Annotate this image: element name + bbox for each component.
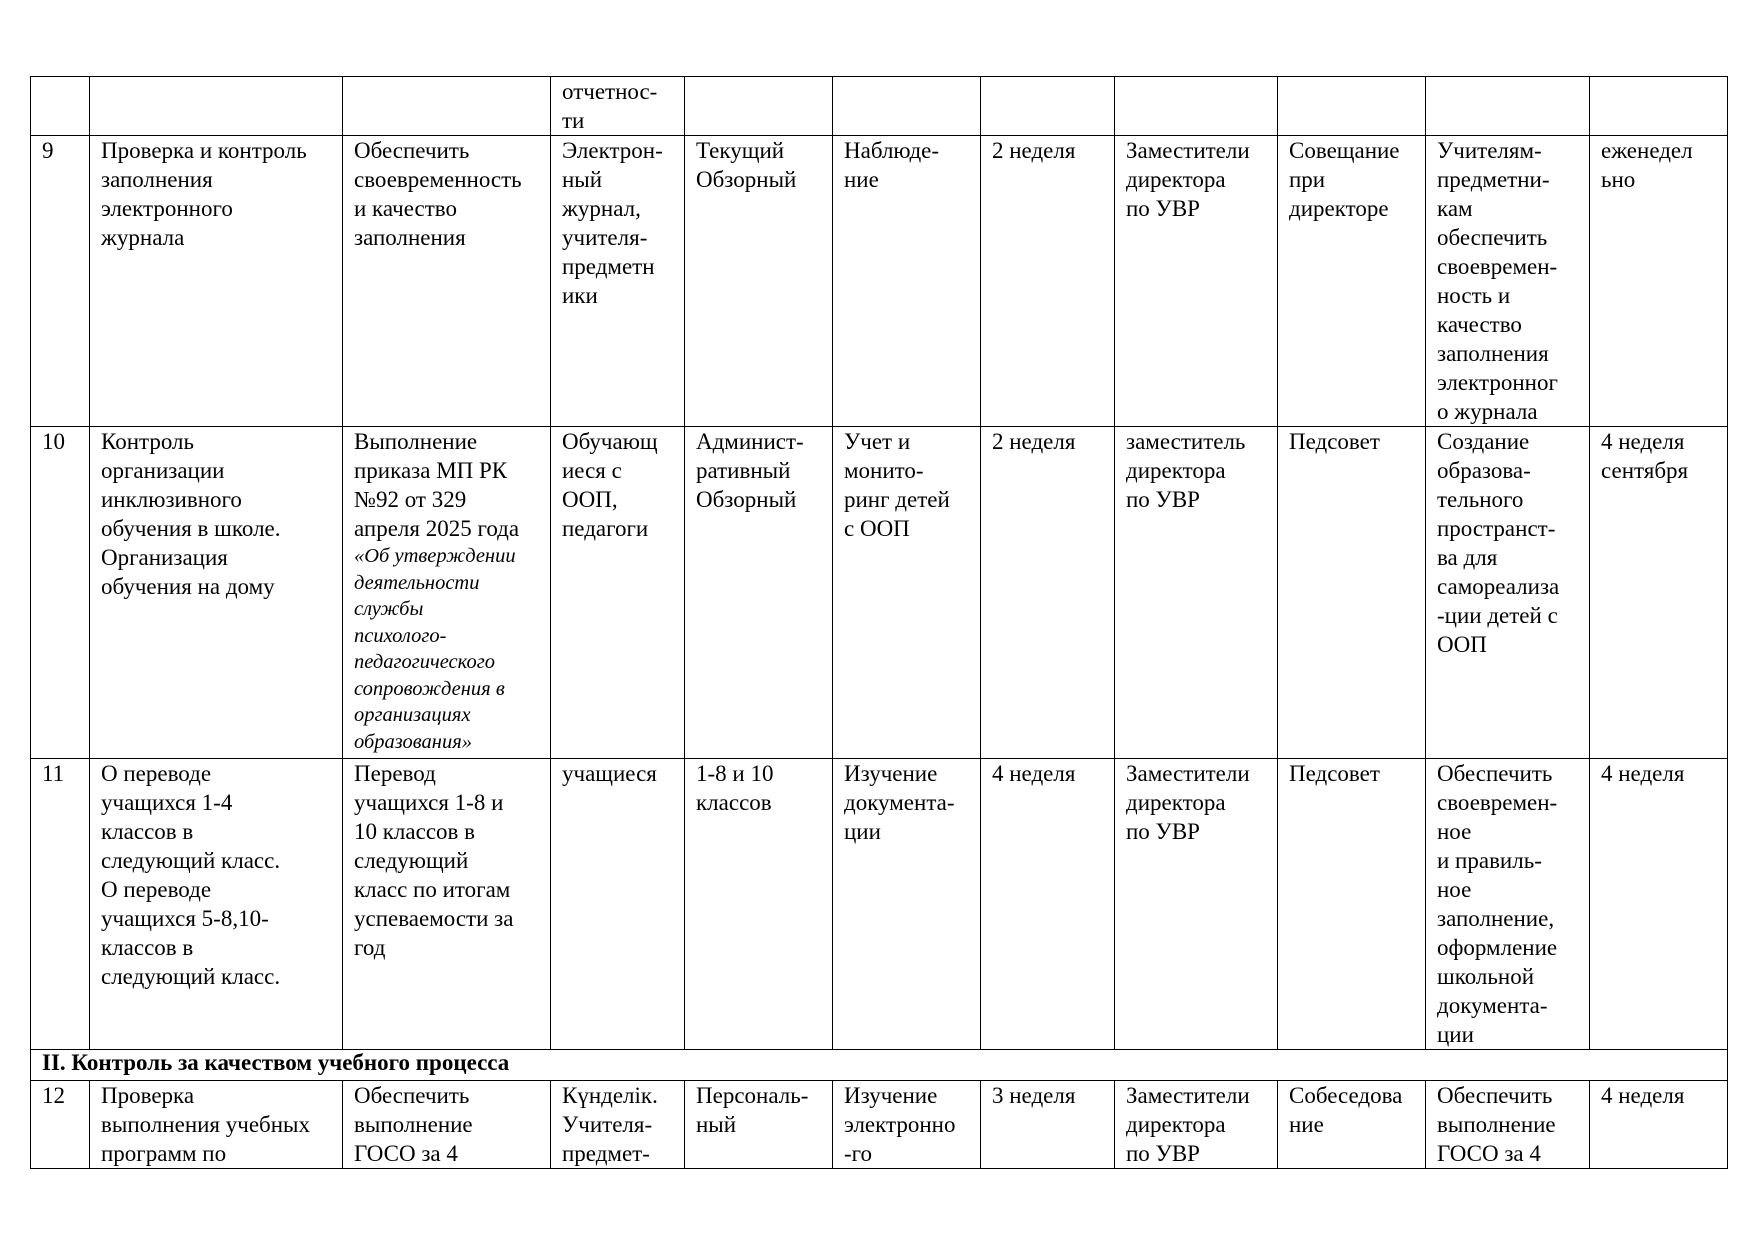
cell-deadline [1590,427,1728,759]
cell-period [981,427,1115,759]
cell-line: успеваемости за [354,906,514,931]
cell-line: монито- [844,458,924,483]
table-row [31,1081,1728,1169]
cell-line: 10 [42,429,65,454]
cell-line: школьной [1437,964,1534,989]
cell-deadline [1590,136,1728,427]
cell-line: ринг детей [844,487,950,512]
cell-decision [1426,77,1590,136]
control-plan-table [30,76,1728,1169]
cell-number [31,136,90,427]
cell-line: ООП, [562,487,618,512]
cell-deadline [1590,1081,1728,1169]
cell-line: ность и [1437,283,1511,308]
cell-line: учащихся 1-4 [101,790,233,815]
cell-line: 3 неделя [992,1083,1076,1108]
cell-responsible [1115,1081,1278,1169]
cell-line: выполнения учебных [101,1112,310,1137]
cell-line: ние [844,167,879,192]
cell-line: обеспечить [1437,225,1548,250]
cell-line: директора [1126,1112,1226,1137]
cell-line: Учет и [844,429,911,454]
cell-line: кам [1437,196,1473,221]
cell-responsible [1115,759,1278,1050]
cell-line: 12 [42,1083,65,1108]
cell-goal [343,77,551,136]
cell-type [685,427,833,759]
cell-line: ративный [696,458,791,483]
order-title-line: «Об утверждении [354,545,516,567]
cell-line: апреля 2025 года [354,516,520,541]
cell-line: 2 неделя [992,138,1076,163]
cell-line: следующий класс. [101,848,281,873]
cell-line: инклюзивного [101,487,242,512]
cell-line: Обеспечить [1437,1083,1553,1108]
cell-line: Обзорный [696,487,797,512]
cell-line: Совещание [1289,138,1400,163]
cell-line: директора [1126,167,1226,192]
cell-line: 4 неделя [992,761,1076,786]
cell-number [31,759,90,1050]
order-title-line: психолого- [354,624,447,647]
cell-line: Учителя- [562,1112,653,1137]
cell-line: учащихся 5-8,10- [101,906,269,931]
cell-review-place [1278,1081,1426,1169]
cell-line: Изучение [844,1083,938,1108]
cell-line: оформление [1437,935,1558,960]
cell-method [833,1081,981,1169]
cell-line: Заместители [1126,1083,1250,1108]
cell-line: Обзорный [696,167,797,192]
cell-line: О переводе [101,761,212,786]
cell-method [833,427,981,759]
cell-line: Админист- [696,429,804,454]
cell-line: 1-8 и 10 [696,761,774,786]
table-row [31,77,1728,136]
cell-line: Күнделік. [562,1083,658,1108]
cell-line: ГОСО за 4 [354,1141,458,1166]
cell-line: по УВР [1126,1141,1200,1166]
cell-line: ный [696,1112,737,1137]
cell-line: заполнения [1437,341,1549,366]
cell-deadline [1590,77,1728,136]
cell-line: предметни- [1437,167,1550,192]
cell-line: с ООП [844,516,910,541]
cell-responsible [1115,77,1278,136]
cell-line: ти [562,108,585,133]
cell-line: ики [562,283,598,308]
cell-line: своевременность [354,167,522,192]
cell-goal [343,427,551,759]
cell-line: Собеседова [1289,1083,1403,1108]
cell-line: по УВР [1126,196,1200,221]
cell-object [551,1081,685,1169]
cell-method [833,77,981,136]
cell-line: 4 неделя [1601,761,1685,786]
cell-line: ьно [1601,167,1636,192]
cell-review-place [1278,136,1426,427]
cell-line: 11 [42,761,65,786]
cell-line: 4 неделя [1601,1083,1685,1108]
cell-period [981,1081,1115,1169]
cell-line: организации [101,458,225,483]
cell-line: электронно [844,1112,956,1137]
cell-control-subject [90,759,343,1050]
cell-line: директора [1126,790,1226,815]
cell-line: ва для [1437,545,1498,570]
cell-line: ГОСО за 4 [1437,1141,1541,1166]
cell-line: учителя- [562,225,648,250]
cell-control-subject [90,77,343,136]
cell-line: Организация [101,545,228,570]
cell-line: классов в [101,819,194,844]
cell-number [31,427,90,759]
table-row [31,136,1728,427]
cell-line: 10 классов в [354,819,475,844]
cell-line: Заместители [1126,761,1250,786]
cell-line: при [1289,167,1326,192]
cell-line: Обеспечить [354,1083,470,1108]
cell-line: ции [844,819,881,844]
cell-line: и правиль- [1437,848,1542,873]
cell-line: своевремен- [1437,790,1558,815]
cell-line: еженедел [1601,138,1693,163]
cell-line: заполнения [354,225,466,250]
cell-line: ное [1437,877,1472,902]
cell-decision [1426,759,1590,1050]
cell-line: документа- [1437,993,1548,1018]
cell-line: Контроль [101,429,194,454]
cell-period [981,136,1115,427]
cell-goal [343,1081,551,1169]
cell-period [981,759,1115,1050]
cell-line: электронного [101,196,233,221]
cell-line: следующий [354,848,469,873]
cell-line: сентября [1601,458,1689,483]
cell-object [551,136,685,427]
cell-line: -го [844,1141,873,1166]
cell-line: Педсовет [1289,429,1380,454]
cell-type [685,759,833,1050]
cell-line: иеся с [562,458,622,483]
cell-line: документа- [844,790,955,815]
cell-period [981,77,1115,136]
cell-line: образова- [1437,458,1531,483]
cell-line: классов [696,790,772,815]
cell-line: по УВР [1126,819,1200,844]
cell-line: своевремен- [1437,254,1558,279]
cell-line: класс по итогам [354,877,511,902]
cell-line: учащихся 1-8 и [354,790,504,815]
cell-method [833,136,981,427]
cell-control-subject [90,1081,343,1169]
cell-review-place [1278,427,1426,759]
cell-line: Выполнение [354,429,478,454]
cell-number [31,77,90,136]
cell-line: о журнала [1437,399,1538,424]
section-heading: II. Контроль за качеством учебного процесса [31,1050,1728,1081]
cell-decision [1426,427,1590,759]
cell-line: выполнение [354,1112,473,1137]
cell-responsible [1115,136,1278,427]
cell-line: электронног [1437,370,1558,395]
cell-line: Педсовет [1289,761,1380,786]
cell-goal [343,759,551,1050]
cell-line: Перевод [354,761,436,786]
cell-line: О переводе [101,877,212,902]
cell-review-place [1278,77,1426,136]
cell-line: заместитель [1126,429,1246,454]
cell-line: и качество [354,196,457,221]
cell-method [833,759,981,1050]
cell-line: Проверка [101,1083,195,1108]
cell-object [551,77,685,136]
cell-line: учащиеся [562,761,657,786]
cell-line: Наблюде- [844,138,940,163]
cell-line: Обеспечить [354,138,470,163]
cell-line: ние [1289,1112,1324,1137]
cell-type [685,136,833,427]
cell-line: -ции детей с [1437,603,1558,628]
cell-line: выполнение [1437,1112,1556,1137]
cell-line: Проверка и контроль [101,138,307,163]
cell-type [685,77,833,136]
cell-line: самореализа [1437,574,1560,599]
cell-line: Текущий [696,138,785,163]
order-title-line: службы [354,598,424,620]
cell-line: педагоги [562,516,649,541]
cell-line: Обеспечить [1437,761,1553,786]
cell-line: №92 от 329 [354,487,467,512]
cell-line: по УВР [1126,487,1200,512]
cell-line: Электрон- [562,138,663,163]
cell-object [551,427,685,759]
cell-line: 2 неделя [992,429,1076,454]
table-row [31,759,1728,1050]
cell-line: Изучение [844,761,938,786]
section-row [31,1050,1728,1081]
cell-line: 9 [42,138,54,163]
cell-line: ное [1437,819,1472,844]
cell-goal [343,136,551,427]
table-row [31,427,1728,759]
order-title-line: деятельности [354,571,480,594]
cell-number [31,1081,90,1169]
cell-line: директора [1126,458,1226,483]
cell-line: обучения в школе. [101,516,281,541]
cell-line: заполнения [101,167,213,192]
cell-control-subject [90,427,343,759]
cell-line: предметн [562,254,655,279]
cell-line: классов в [101,935,194,960]
cell-line: Обучающ [562,429,658,454]
cell-line: Заместители [1126,138,1250,163]
order-title-line: образования» [354,730,472,753]
cell-line: журнала [101,225,185,250]
cell-line: ный [562,167,603,192]
cell-deadline [1590,759,1728,1050]
cell-line: программ по [101,1141,227,1166]
cell-line: журнал, [562,196,641,221]
cell-line: директоре [1289,196,1389,221]
cell-line: отчетнос- [562,79,658,104]
order-title-line: сопровождения в [354,677,505,700]
cell-line: следующий класс. [101,964,281,989]
cell-line: Учителям- [1437,138,1542,163]
cell-responsible [1115,427,1278,759]
cell-control-subject [90,136,343,427]
cell-line: тельного [1437,487,1524,512]
cell-line: ции [1437,1022,1474,1047]
cell-line: предмет- [562,1141,650,1166]
cell-decision [1426,1081,1590,1169]
cell-line: качество [1437,312,1522,337]
order-title-line: педагогического [354,651,495,673]
cell-line: приказа МП РК [354,458,508,483]
cell-review-place [1278,759,1426,1050]
cell-object [551,759,685,1050]
cell-type [685,1081,833,1169]
cell-line: год [354,935,386,960]
cell-line: заполнение, [1437,906,1555,931]
cell-decision [1426,136,1590,427]
cell-line: пространст- [1437,516,1556,541]
cell-line: обучения на дому [101,574,275,599]
cell-line: Создание [1437,429,1530,454]
cell-line: 4 неделя [1601,429,1685,454]
order-title-line: организациях [354,704,471,726]
cell-line: Персональ- [696,1083,809,1108]
cell-line: ООП [1437,632,1487,657]
